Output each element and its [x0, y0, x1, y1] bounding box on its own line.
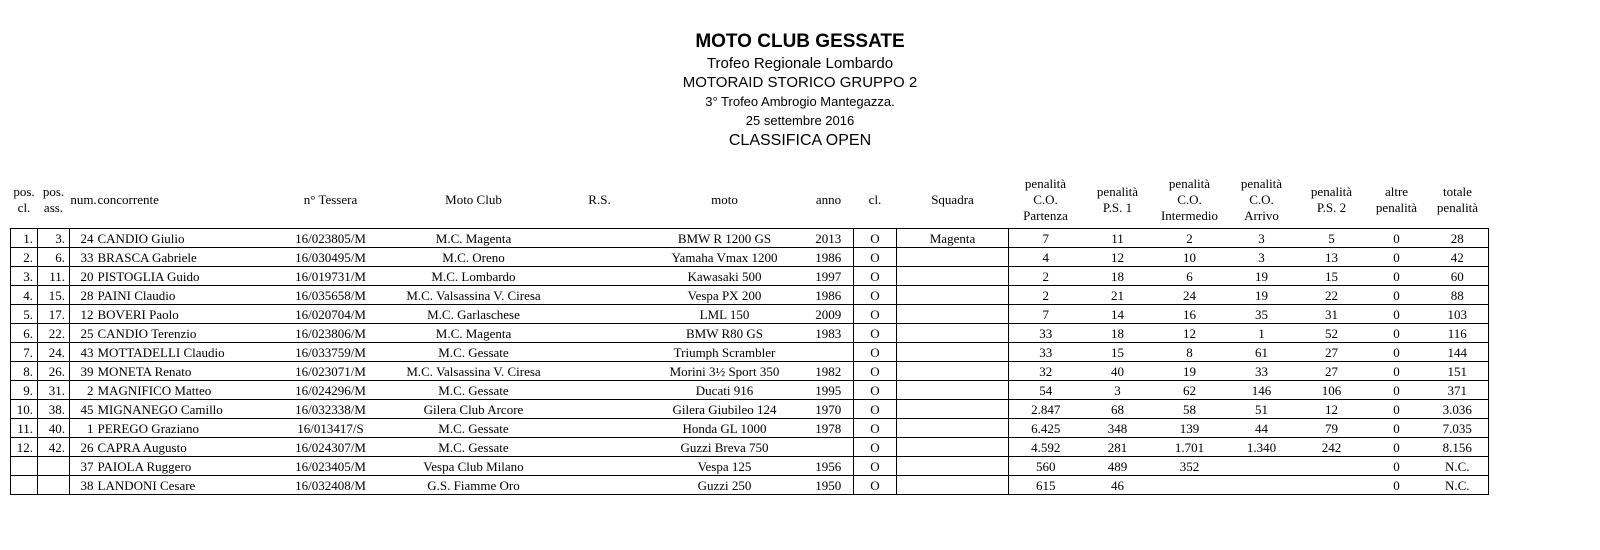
table-row — [11, 362, 1489, 381]
cell-moto: Guzzi Breva 750 — [680, 439, 769, 455]
cell-totale: 103 — [1427, 305, 1489, 324]
table-row — [11, 324, 1489, 343]
cell-pen-co-partenza: 2 — [1042, 268, 1049, 284]
cell-squadra — [897, 457, 1009, 476]
cell-rs — [554, 286, 646, 305]
cell-moto-club: M.C. Gessate — [438, 344, 509, 360]
cell-anno: 1982 — [815, 363, 842, 379]
cell-pos-cl: 1. — [11, 229, 38, 248]
table-header — [11, 172, 1489, 229]
table-row — [11, 476, 1489, 495]
cell-rs — [554, 267, 646, 286]
cell-pen-ps2: 242 — [1321, 439, 1342, 455]
table-row — [11, 267, 1489, 286]
col-totale: totale penalità — [1436, 184, 1479, 215]
cell-pen-ps1: 348 — [1107, 420, 1128, 436]
cell-moto: Vespa PX 200 — [687, 287, 762, 303]
cell-num: 39 — [80, 363, 94, 379]
cell-tessera: 16/023805/M — [295, 230, 366, 246]
cell-concorrente: MIGNANEGO Camillo — [97, 401, 223, 417]
table-row — [11, 419, 1489, 438]
table-row — [11, 286, 1489, 305]
cell-altre: 0 — [1393, 382, 1400, 398]
cell-tessera: 16/019731/M — [295, 268, 366, 284]
cell-rs — [554, 381, 646, 400]
cell-concorrente: PISTOGLIA Guido — [97, 268, 200, 284]
cell-pos-cl: 11. — [11, 419, 38, 438]
cell-pos-cl: 12. — [11, 438, 38, 457]
col-tessera: n° Tessera — [303, 192, 358, 207]
cell-pen-co-arrivo: 3 — [1258, 230, 1265, 246]
cell-concorrente: MONETA Renato — [97, 363, 192, 379]
cell-squadra: Magenta — [897, 229, 1009, 248]
cell-cl: O — [854, 267, 897, 286]
cell-pen-co-intermedio — [1153, 476, 1227, 495]
cell-num: 20 — [80, 268, 94, 284]
cell-totale: 28 — [1427, 229, 1489, 248]
cell-pen-ps1: 489 — [1107, 458, 1128, 474]
cell-moto: Vespa 125 — [697, 458, 752, 474]
cell-pen-co-intermedio: 58 — [1183, 401, 1196, 417]
cell-pen-ps2: 27 — [1325, 363, 1338, 379]
cell-pen-ps2: 13 — [1325, 249, 1338, 265]
cell-pen-co-partenza: 4 — [1042, 249, 1049, 265]
table-row — [11, 438, 1489, 457]
cell-pen-co-partenza: 6.425 — [1031, 420, 1061, 436]
cell-totale: 88 — [1427, 286, 1489, 305]
cell-squadra — [897, 324, 1009, 343]
cell-cl: O — [854, 419, 897, 438]
col-pen-co-partenza: penalità C.O. Partenza — [1023, 176, 1068, 223]
cell-pen-co-arrivo — [1227, 476, 1297, 495]
cell-moto-club: M.C. Magenta — [435, 325, 512, 341]
cell-pen-ps2: 79 — [1325, 420, 1338, 436]
cell-concorrente: LANDONI Cesare — [97, 477, 196, 493]
cell-pen-co-partenza: 7 — [1042, 306, 1049, 322]
cell-totale: 8.156 — [1427, 438, 1489, 457]
cell-pos-cl: 6. — [11, 324, 38, 343]
cell-pen-co-partenza: 2.847 — [1031, 401, 1061, 417]
cell-pen-co-arrivo — [1227, 457, 1297, 476]
cell-rs — [554, 324, 646, 343]
cell-pos-ass: 26. — [38, 362, 70, 381]
cell-cl: O — [854, 324, 897, 343]
cell-anno: 1970 — [815, 401, 842, 417]
cell-pen-ps2: 22 — [1325, 287, 1338, 303]
cell-cl: O — [854, 457, 897, 476]
cell-concorrente: BRASCA Gabriele — [97, 249, 197, 265]
cell-anno — [804, 343, 854, 362]
cell-num: 33 — [80, 249, 94, 265]
cell-pen-co-partenza: 7 — [1042, 230, 1049, 246]
trophy-edition: 3° Trofeo Ambrogio Mantegazza. — [705, 94, 895, 109]
cell-pen-ps1: 21 — [1111, 287, 1124, 303]
cell-cl: O — [854, 229, 897, 248]
cell-totale: 151 — [1427, 362, 1489, 381]
cell-pen-co-arrivo: 35 — [1255, 306, 1268, 322]
cell-moto: Guzzi 250 — [697, 477, 752, 493]
cell-pen-co-arrivo: 1.340 — [1246, 439, 1277, 455]
event-group: MOTORAID STORICO GRUPPO 2 — [682, 74, 918, 91]
cell-moto-club: M.C. Valsassina V. Ciresa — [406, 287, 541, 303]
cell-concorrente: PAIOLA Ruggero — [97, 458, 192, 474]
cell-pen-co-partenza: 4.592 — [1031, 439, 1061, 455]
cell-pen-ps2: 31 — [1325, 306, 1338, 322]
cell-pos-cl: 3. — [11, 267, 38, 286]
cell-altre: 0 — [1393, 230, 1400, 246]
cell-anno: 1986 — [815, 287, 842, 303]
cell-squadra — [897, 286, 1009, 305]
cell-totale: 7.035 — [1427, 419, 1489, 438]
col-pos-cl: pos. cl. — [13, 184, 35, 215]
cell-rs — [554, 229, 646, 248]
cell-pos-cl: 8. — [11, 362, 38, 381]
cell-pen-co-intermedio: 8 — [1186, 344, 1193, 360]
cell-moto-club: M.C. Gessate — [438, 420, 509, 436]
cell-tessera: 16/035658/M — [295, 287, 366, 303]
cell-pos-ass: 42. — [38, 438, 70, 457]
table-row — [11, 400, 1489, 419]
cell-num: 38 — [80, 477, 94, 493]
cell-tessera: 16/023806/M — [295, 325, 366, 341]
cell-pen-ps1: 12 — [1111, 249, 1124, 265]
cell-totale: 60 — [1427, 267, 1489, 286]
cell-moto: Yamaha Vmax 1200 — [671, 249, 778, 265]
cell-squadra — [897, 476, 1009, 495]
cell-anno: 1995 — [815, 382, 842, 398]
cell-rs — [554, 457, 646, 476]
cell-anno: 1983 — [815, 325, 842, 341]
cell-anno: 1997 — [815, 268, 842, 284]
cell-tessera: 16/032338/M — [295, 401, 366, 417]
cell-pen-co-intermedio: 139 — [1179, 420, 1200, 436]
cell-totale: 371 — [1427, 381, 1489, 400]
cell-num: 12 — [80, 306, 94, 322]
cell-pen-co-arrivo: 61 — [1255, 344, 1268, 360]
cell-moto-club: M.C. Lombardo — [431, 268, 516, 284]
cell-concorrente: PAINI Claudio — [97, 287, 176, 303]
ranking-title: CLASSIFICA OPEN — [728, 132, 872, 149]
col-anno: anno — [815, 192, 842, 207]
cell-pos-cl: 9. — [11, 381, 38, 400]
cell-pen-co-arrivo: 51 — [1255, 401, 1268, 417]
cell-pos-cl: 2. — [11, 248, 38, 267]
cell-concorrente: CANDIO Giulio — [97, 230, 185, 246]
cell-pen-ps1: 40 — [1111, 363, 1124, 379]
cell-moto: Triumph Scrambler — [673, 344, 776, 360]
col-pos-ass: pos. ass. — [42, 184, 65, 215]
cell-pen-co-intermedio: 10 — [1183, 249, 1196, 265]
cell-pen-ps1: 15 — [1111, 344, 1124, 360]
cell-pen-co-intermedio: 24 — [1183, 287, 1196, 303]
cell-squadra — [897, 248, 1009, 267]
cell-pen-co-arrivo: 1 — [1258, 325, 1265, 341]
cell-tessera: 16/023071/M — [295, 363, 366, 379]
table-row — [11, 381, 1489, 400]
cell-tessera: 16/024296/M — [295, 382, 366, 398]
cell-pen-co-arrivo: 3 — [1258, 249, 1265, 265]
cell-cl: O — [854, 381, 897, 400]
cell-pen-ps1: 18 — [1111, 325, 1124, 341]
club-title: MOTO CLUB GESSATE — [695, 31, 905, 52]
cell-cl: O — [854, 248, 897, 267]
cell-totale: 144 — [1427, 343, 1489, 362]
cell-pen-ps1: 281 — [1107, 439, 1128, 455]
cell-altre: 0 — [1393, 458, 1400, 474]
col-moto-club: Moto Club — [445, 192, 502, 207]
cell-pen-co-intermedio: 1.701 — [1174, 439, 1205, 455]
cell-rs — [554, 305, 646, 324]
col-pen-ps2: penalità P.S. 2 — [1310, 184, 1353, 215]
cell-altre: 0 — [1393, 268, 1400, 284]
col-altre: altre penalità — [1375, 184, 1418, 215]
cell-tessera: 16/020704/M — [295, 306, 366, 322]
cell-tessera: 16/023405/M — [295, 458, 366, 474]
cell-rs — [554, 400, 646, 419]
cell-moto-club: M.C. Gessate — [438, 439, 509, 455]
cell-num: 24 — [80, 230, 94, 246]
cell-moto-club: G.S. Fiamme Oro — [427, 477, 520, 493]
table-row — [11, 343, 1489, 362]
cell-anno: 2013 — [815, 230, 842, 246]
cell-pos-ass: 11. — [38, 267, 70, 286]
cell-num: 45 — [80, 401, 94, 417]
ranking-table — [10, 172, 1489, 495]
cell-cl: O — [854, 286, 897, 305]
cell-rs — [554, 362, 646, 381]
cell-tessera: 16/030495/M — [295, 249, 366, 265]
document-header — [0, 30, 1600, 152]
col-moto: moto — [711, 192, 738, 207]
cell-pen-ps2: 52 — [1325, 325, 1338, 341]
cell-moto-club: Gilera Club Arcore — [423, 401, 524, 417]
cell-totale: N.C. — [1427, 476, 1489, 495]
cell-altre: 0 — [1393, 344, 1400, 360]
cell-anno: 1950 — [815, 477, 842, 493]
cell-anno: 2009 — [815, 306, 842, 322]
cell-num: 43 — [80, 344, 94, 360]
cell-cl: O — [854, 305, 897, 324]
cell-concorrente: MOTTADELLI Claudio — [97, 344, 225, 360]
cell-pen-co-arrivo: 33 — [1255, 363, 1268, 379]
cell-moto-club: M.C. Oreno — [442, 249, 505, 265]
cell-concorrente: BOVERI Paolo — [97, 306, 179, 322]
cell-pen-ps1: 3 — [1114, 382, 1121, 398]
cell-cl: O — [854, 343, 897, 362]
cell-pos-ass: 17. — [38, 305, 70, 324]
cell-altre: 0 — [1393, 439, 1400, 455]
cell-altre: 0 — [1393, 287, 1400, 303]
cell-squadra — [897, 381, 1009, 400]
cell-pen-co-intermedio: 352 — [1179, 458, 1200, 474]
col-cl: cl. — [868, 192, 882, 207]
cell-moto: BMW R80 GS — [685, 325, 764, 341]
cell-squadra — [897, 419, 1009, 438]
cell-pen-co-partenza: 560 — [1036, 458, 1056, 474]
col-squadra: Squadra — [931, 192, 974, 207]
cell-altre: 0 — [1393, 401, 1400, 417]
cell-concorrente: MAGNIFICO Matteo — [97, 382, 212, 398]
cell-anno: 1956 — [815, 458, 842, 474]
cell-pen-ps2: 106 — [1321, 382, 1342, 398]
cell-squadra — [897, 267, 1009, 286]
cell-num: 25 — [80, 325, 94, 341]
col-pen-ps1: penalità P.S. 1 — [1096, 184, 1139, 215]
cell-pen-co-intermedio: 2 — [1186, 230, 1193, 246]
cell-concorrente: CAPRA Augusto — [97, 439, 187, 455]
cell-pen-co-partenza: 33 — [1039, 325, 1053, 341]
table-row — [11, 248, 1489, 267]
cell-concorrente: CANDIO Terenzio — [97, 325, 197, 341]
cell-cl: O — [854, 438, 897, 457]
cell-altre: 0 — [1393, 325, 1400, 341]
cell-rs — [554, 476, 646, 495]
table-row — [11, 229, 1489, 248]
cell-altre: 0 — [1393, 306, 1400, 322]
cell-pen-ps2: 15 — [1325, 268, 1338, 284]
col-rs: R.S. — [588, 192, 611, 207]
event-date: 25 settembre 2016 — [745, 113, 855, 128]
cell-pen-co-intermedio: 62 — [1183, 382, 1196, 398]
cell-moto: Gilera Giubileo 124 — [672, 401, 777, 417]
cell-num: 26 — [80, 439, 94, 455]
cell-squadra — [897, 438, 1009, 457]
table-row — [11, 457, 1489, 476]
cell-rs — [554, 438, 646, 457]
cell-pen-co-intermedio: 6 — [1186, 268, 1193, 284]
cell-concorrente: PEREGO Graziano — [97, 420, 199, 436]
cell-pen-co-arrivo: 146 — [1251, 382, 1272, 398]
cell-cl: O — [854, 400, 897, 419]
table-body — [11, 229, 1489, 495]
cell-pen-co-intermedio: 19 — [1183, 363, 1196, 379]
cell-altre: 0 — [1393, 420, 1400, 436]
cell-pos-cl: 4. — [11, 286, 38, 305]
cell-pos-ass: 31. — [38, 381, 70, 400]
cell-pen-ps2 — [1297, 457, 1367, 476]
cell-pos-ass — [38, 457, 70, 476]
table-row — [11, 305, 1489, 324]
cell-rs — [554, 248, 646, 267]
cell-moto-club: Vespa Club Milano — [423, 458, 524, 474]
cell-pen-ps2 — [1297, 476, 1367, 495]
cell-pen-co-partenza: 615 — [1036, 477, 1056, 493]
cell-pen-co-arrivo: 19 — [1255, 287, 1268, 303]
cell-pos-ass: 24. — [38, 343, 70, 362]
col-pen-co-arrivo: penalità C.O. Arrivo — [1240, 176, 1283, 223]
cell-pen-ps2: 12 — [1325, 401, 1338, 417]
cell-pen-ps1: 14 — [1111, 306, 1124, 322]
cell-moto-club: M.C. Valsassina V. Ciresa — [406, 363, 541, 379]
cell-pos-ass — [38, 476, 70, 495]
cell-num: 1 — [87, 420, 94, 436]
cell-pos-cl: 7. — [11, 343, 38, 362]
trophy-name: Trofeo Regionale Lombardo — [706, 55, 894, 72]
cell-pos-cl — [11, 457, 38, 476]
cell-altre: 0 — [1393, 477, 1400, 493]
cell-moto: LML 150 — [699, 306, 750, 322]
cell-totale: 42 — [1427, 248, 1489, 267]
col-concorrente: concorrente — [97, 192, 159, 207]
cell-pos-cl: 5. — [11, 305, 38, 324]
cell-tessera: 16/013417/S — [297, 420, 364, 436]
cell-squadra — [897, 305, 1009, 324]
cell-altre: 0 — [1393, 363, 1400, 379]
cell-squadra — [897, 400, 1009, 419]
cell-pos-ass: 40. — [38, 419, 70, 438]
cell-tessera: 16/033759/M — [295, 344, 366, 360]
cell-cl: O — [854, 476, 897, 495]
cell-tessera: 16/024307/M — [295, 439, 366, 455]
cell-pos-ass: 22. — [38, 324, 70, 343]
cell-pen-co-arrivo: 44 — [1255, 420, 1268, 436]
cell-moto: BMW R 1200 GS — [677, 230, 772, 246]
cell-moto: Ducati 916 — [695, 382, 754, 398]
cell-pen-co-partenza: 54 — [1039, 382, 1053, 398]
cell-pos-ass: 15. — [38, 286, 70, 305]
cell-rs — [554, 343, 646, 362]
cell-pos-cl: 10. — [11, 400, 38, 419]
cell-pos-ass: 3. — [38, 229, 70, 248]
cell-num: 2 — [87, 382, 94, 398]
cell-cl: O — [854, 362, 897, 381]
cell-pen-ps1: 11 — [1111, 230, 1124, 246]
cell-pen-co-intermedio: 16 — [1183, 306, 1196, 322]
cell-pen-ps1: 68 — [1111, 401, 1124, 417]
cell-pen-co-arrivo: 19 — [1255, 268, 1268, 284]
cell-moto-club: M.C. Garlaschese — [427, 306, 520, 322]
cell-pen-co-intermedio: 12 — [1183, 325, 1196, 341]
cell-pen-co-partenza: 32 — [1039, 363, 1053, 379]
cell-moto-club: M.C. Gessate — [438, 382, 509, 398]
cell-tessera: 16/032408/M — [295, 477, 366, 493]
cell-pos-cl — [11, 476, 38, 495]
cell-moto: Morini 3½ Sport 350 — [669, 363, 780, 379]
col-pen-co-intermedio: penalità C.O. Intermedio — [1160, 176, 1219, 223]
cell-pen-ps2: 5 — [1328, 230, 1335, 246]
cell-moto: Kawasaki 500 — [687, 268, 762, 284]
cell-totale: N.C. — [1427, 457, 1489, 476]
cell-rs — [554, 419, 646, 438]
cell-anno — [804, 438, 854, 457]
cell-num: 37 — [80, 458, 94, 474]
cell-anno: 1978 — [815, 420, 842, 436]
cell-moto-club: M.C. Magenta — [435, 230, 512, 246]
col-num: num. — [70, 192, 97, 207]
cell-pen-co-partenza: 33 — [1039, 344, 1053, 360]
cell-squadra — [897, 362, 1009, 381]
cell-pos-ass: 6. — [38, 248, 70, 267]
cell-pos-ass: 38. — [38, 400, 70, 419]
cell-totale: 116 — [1427, 324, 1489, 343]
cell-pen-co-partenza: 2 — [1042, 287, 1049, 303]
cell-anno: 1986 — [815, 249, 842, 265]
cell-moto: Honda GL 1000 — [682, 420, 767, 436]
cell-altre: 0 — [1393, 249, 1400, 265]
cell-totale: 3.036 — [1427, 400, 1489, 419]
cell-pen-ps1: 46 — [1111, 477, 1124, 493]
cell-pen-ps1: 18 — [1111, 268, 1124, 284]
cell-num: 28 — [80, 287, 94, 303]
cell-squadra — [897, 343, 1009, 362]
cell-pen-ps2: 27 — [1325, 344, 1338, 360]
